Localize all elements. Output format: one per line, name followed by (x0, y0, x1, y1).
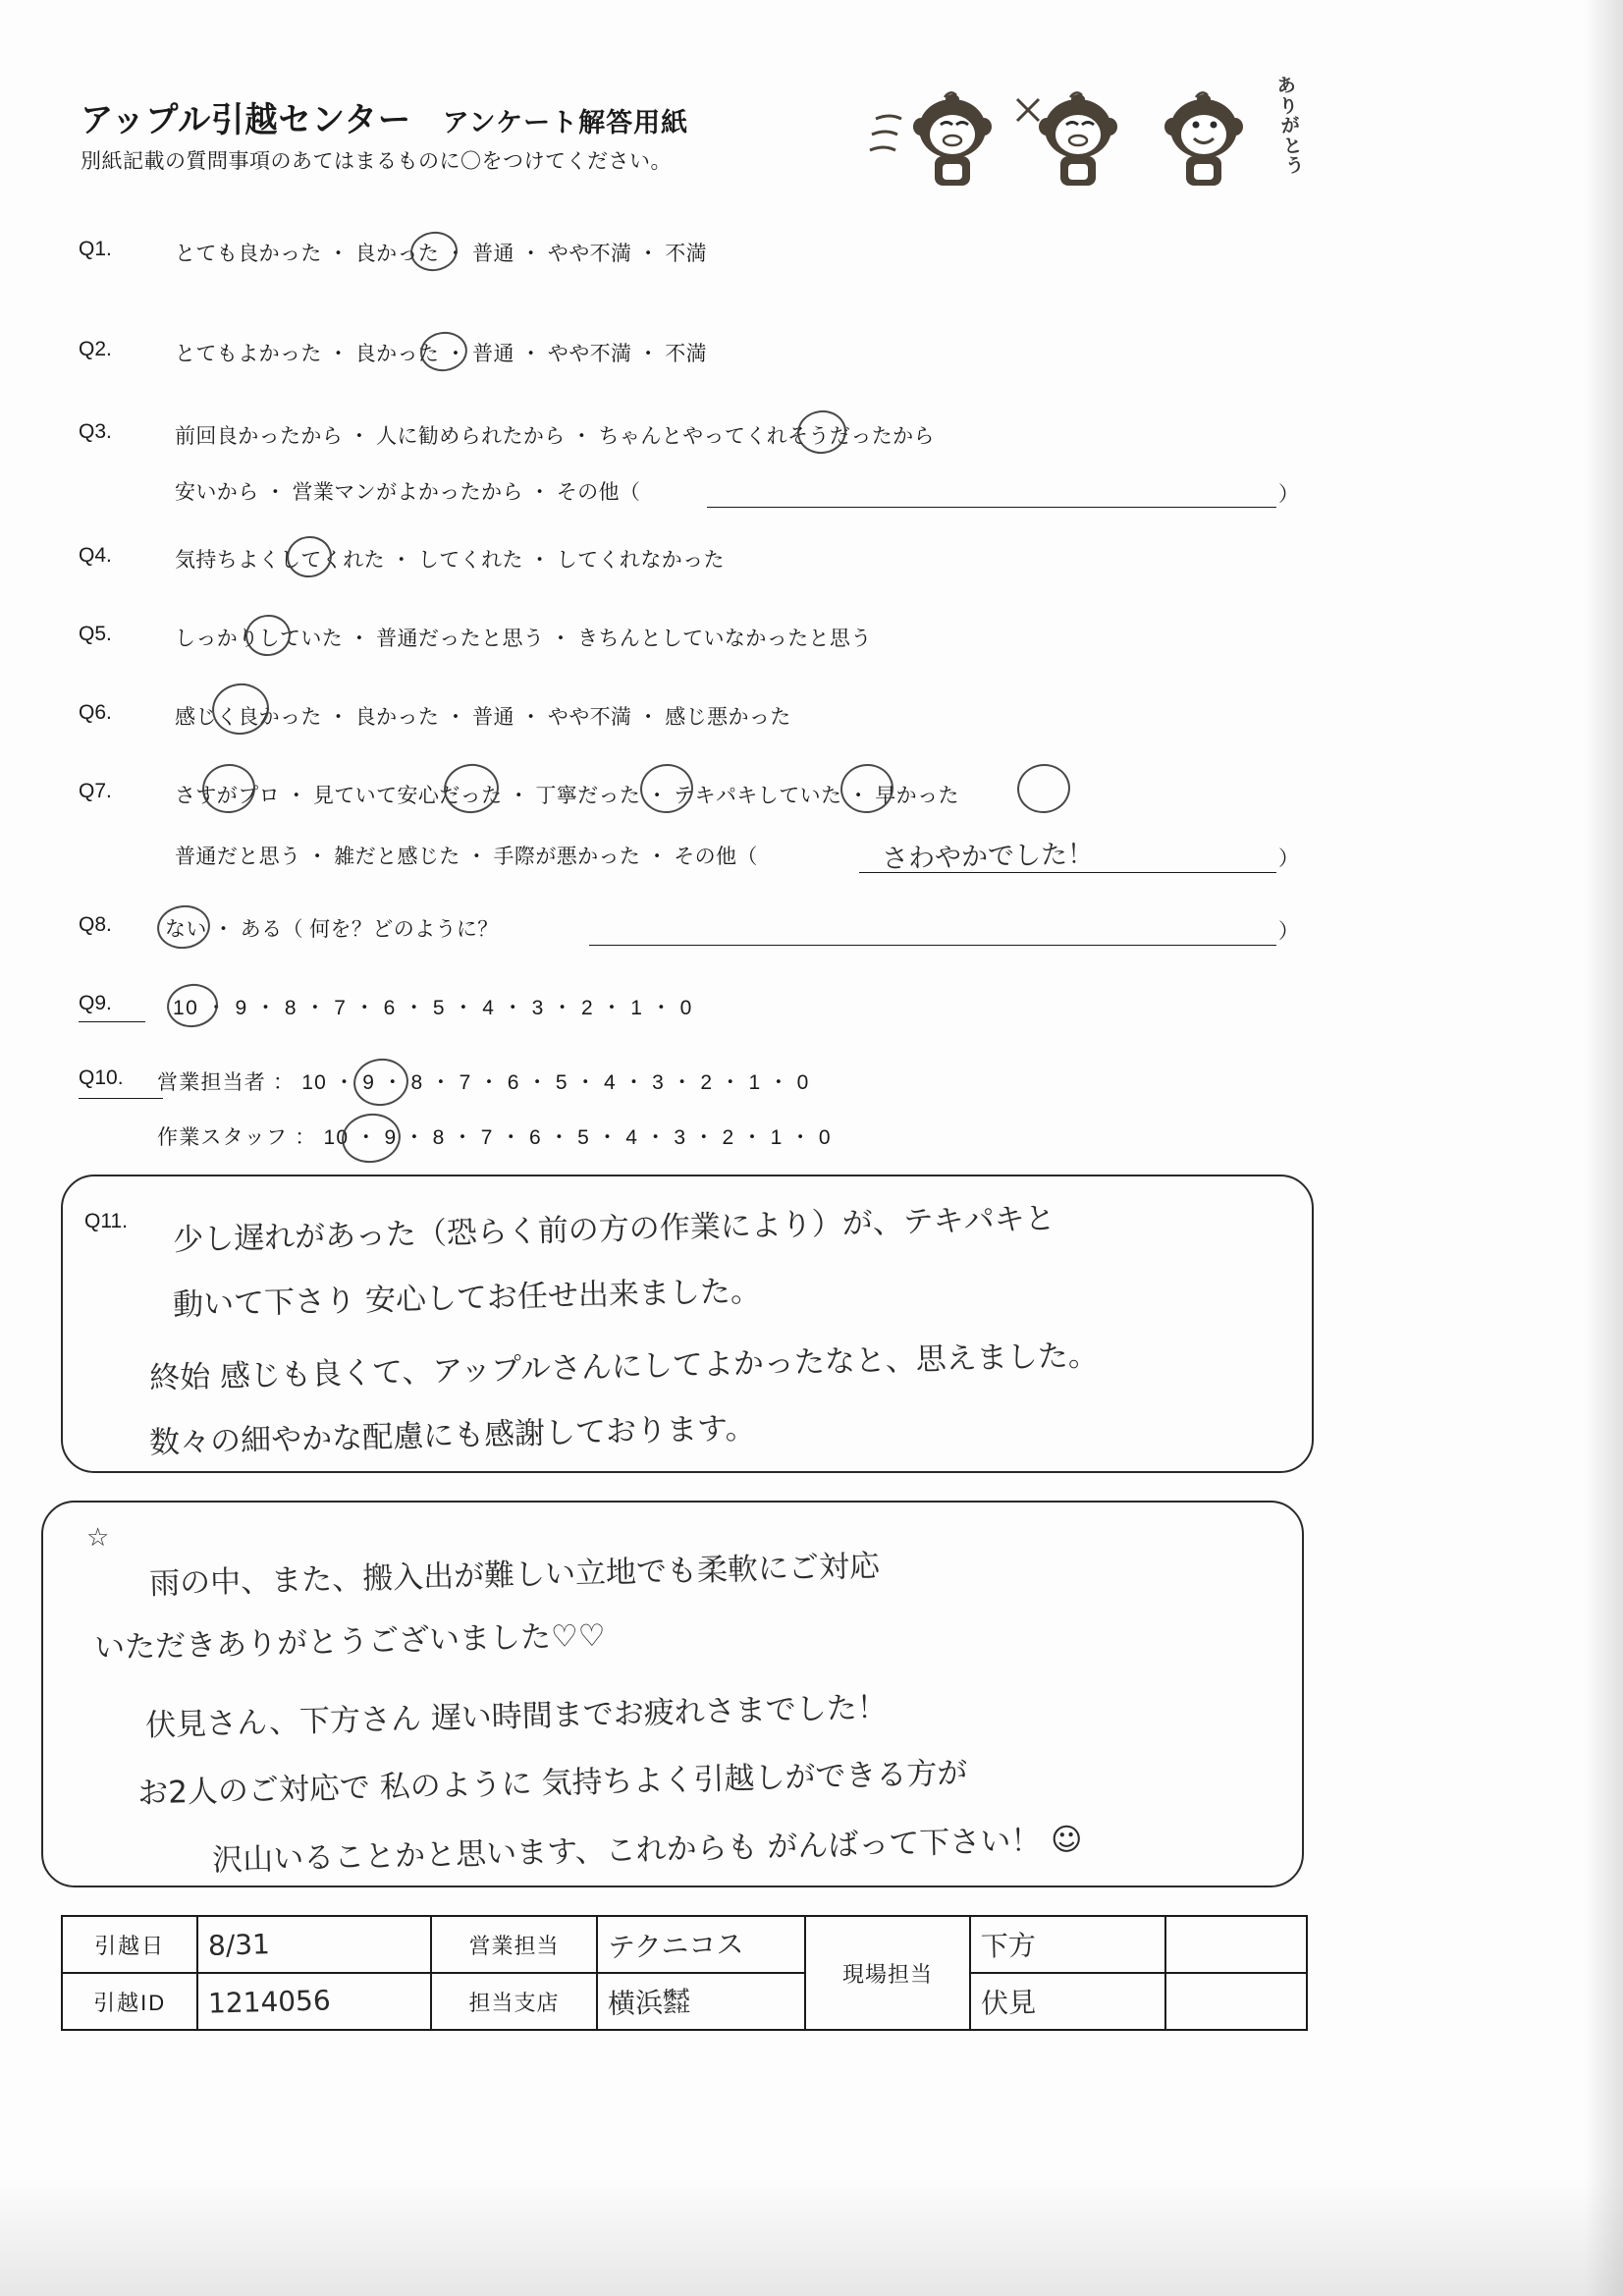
branch-handwriting: 横浜㍿ (607, 1985, 691, 2021)
q5-label: Q5. (79, 623, 112, 645)
monkey-mascots-illustration (864, 74, 1316, 201)
q9-scale: 10 ・ 9 ・ 8 ・ 7 ・ 6 ・ 5 ・ 4 ・ 3 ・ 2 ・ 1 ・ 0 (173, 997, 693, 1019)
scan-shadow-bottom (0, 2178, 1623, 2296)
company-name: アップル引越センター (81, 101, 412, 139)
moving-id-label: 引越ID (62, 1973, 197, 2030)
q8-label: Q8. (79, 913, 112, 936)
free-handwriting-line-3: 伏見さん、下方さん 遅い時間までお疲れさまでした！ (144, 1689, 889, 1744)
site-staff-handwriting-2: 伏見 (980, 1986, 1037, 2020)
free-handwriting-line-2: いただきありがとうございました♡♡ (93, 1617, 607, 1667)
thanks-char-ga: が (1279, 115, 1301, 137)
q1-label: Q1. (79, 238, 112, 260)
q7-other-handwriting: さわやかでした！ (881, 839, 1095, 875)
q7-circle-mark-5 (1014, 760, 1073, 816)
q3-options-line2: 安いから ・ 営業マンがよかったから ・ その他（ (175, 481, 641, 504)
q4-options: 気持ちよくしてくれた ・ してくれた ・ してくれなかった (175, 549, 725, 572)
q3-label: Q3. (79, 420, 112, 443)
q11-label: Q11. (84, 1210, 128, 1232)
q10-staff-scale: 作業スタッフ ： 10 ・ 9 ・ 8 ・ 7 ・ 6 ・ 5 ・ 4 ・ 3 ・ 2 ・ 1 ・ 0 (157, 1126, 832, 1149)
q1-options: とても良かった ・ 良かった ・ 普通 ・ やや不満 ・ 不満 (175, 243, 708, 265)
site-staff-value-2[interactable] (970, 1973, 1165, 2030)
thanks-char-ri: り (1277, 94, 1299, 118)
q4-label: Q4. (79, 544, 112, 567)
free-handwriting-line-5: 沢山いることかと思います、これからも がんばって下さい！ ☺ (211, 1822, 1083, 1879)
site-staff-label: 現場担当 (805, 1916, 970, 2030)
q6-label: Q6. (79, 701, 112, 724)
moving-date-handwriting: 8/31 (207, 1927, 271, 1962)
document-header (81, 93, 688, 142)
q9-circle-mark (164, 981, 221, 1031)
q8-circle-mark (154, 902, 213, 952)
site-staff-extra-2[interactable] (1165, 1973, 1307, 2030)
q10-sales-circle-mark (351, 1055, 411, 1109)
q7-label: Q7. (79, 780, 112, 802)
moving-date-value[interactable] (197, 1916, 431, 1973)
q8-options: ない ・ ある（ 何を？どのように？ (165, 918, 499, 941)
q8-detail-write-line[interactable] (589, 945, 1276, 946)
q7-paren-close: ） (1278, 847, 1299, 870)
table-row (62, 1973, 1307, 2030)
branch-label: 担当支店 (431, 1973, 596, 2030)
q9-label: Q9. (79, 992, 112, 1014)
free-handwriting-line-1: 雨の中、また、搬入出が難しい立地でも柔軟にご対応 (148, 1548, 881, 1603)
q11-handwriting-line-1: 少し遅れがあった（恐らく前の方の作業により）が、テキパキと (172, 1201, 1056, 1258)
q8-paren-close: ） (1278, 920, 1299, 943)
branch-value[interactable] (597, 1973, 805, 2030)
q11-handwriting-line-2: 動いて下さり 安心してお任せ出来ました。 (172, 1273, 762, 1324)
scan-shadow-right (1584, 0, 1623, 2296)
q11-handwriting-line-3: 終始 感じも良くて、アップルさんにしてよかったなと、思えました。 (148, 1338, 1100, 1396)
moving-date-label: 引越日 (62, 1916, 197, 1973)
q5-options: しっかりしていた ・ 普通だったと思う ・ きちんとしていなかったと思う (175, 628, 872, 650)
q10-label-underline (79, 1098, 163, 1099)
document-title: アンケート解答用紙 (442, 108, 689, 137)
q2-circle-mark (417, 329, 469, 374)
site-staff-handwriting-1: 下方 (980, 1929, 1037, 1963)
q3-options-line1: 前回良かったから ・ 人に勧められたから ・ ちゃんとやってくれそうだったから (175, 425, 935, 448)
site-staff-value-1[interactable] (970, 1916, 1165, 1973)
q11-handwriting-line-4: 数々の細やかな配慮にも感謝しております。 (148, 1410, 756, 1461)
moving-id-handwriting: 1214056 (207, 1983, 332, 2020)
q1-circle-mark (407, 229, 460, 274)
q7-options-line1: さすがプロ ・ 見ていて安心だった ・ 丁寧だった ・ テキパキしていた ・ 早かった (175, 785, 959, 807)
q10-sales-scale: 営業担当者 ： 10 ・ 9 ・ 8 ・ 7 ・ 6 ・ 5 ・ 4 ・ 3 ・ 2 ・ 1 ・ 0 (157, 1071, 810, 1094)
footer-info-table (61, 1915, 1308, 2031)
free-handwriting-line-4: お2人のご対応で 私のように 気持ちよく引越しができる方が (136, 1755, 968, 1812)
sales-rep-label: 営業担当 (431, 1916, 596, 1973)
thanks-char-a: あ (1275, 75, 1297, 98)
q2-options: とてもよかった ・ 良かった ・ 普通 ・ やや不満 ・ 不満 (175, 343, 708, 365)
table-row (62, 1916, 1307, 1973)
q10-staff-circle-mark (339, 1110, 404, 1167)
site-staff-extra-1[interactable] (1165, 1916, 1307, 1973)
sales-rep-handwriting: テクニコス (607, 1928, 744, 1964)
thanks-char-u: う (1284, 154, 1306, 178)
q6-options: 感じく良かった ・ 良かった ・ 普通 ・ やや不満 ・ 感じ悪かった (175, 706, 791, 729)
q9-label-underline (79, 1021, 145, 1022)
star-icon: ☆ (86, 1522, 110, 1552)
q7-options-line2: 普通だと思う ・ 雑だと感じた ・ 手際が悪かった ・ その他（ (175, 846, 758, 868)
sales-rep-value[interactable] (597, 1916, 805, 1973)
q3-other-write-line[interactable] (707, 507, 1276, 508)
q10-label: Q10. (79, 1066, 124, 1089)
thanks-char-to: と (1282, 135, 1304, 158)
q3-paren-close: ） (1278, 483, 1299, 506)
instruction-text: 別紙記載の質問事項のあてはまるものに〇をつけてください。 (81, 150, 672, 173)
moving-id-value[interactable] (197, 1973, 431, 2030)
q2-label: Q2. (79, 338, 112, 360)
